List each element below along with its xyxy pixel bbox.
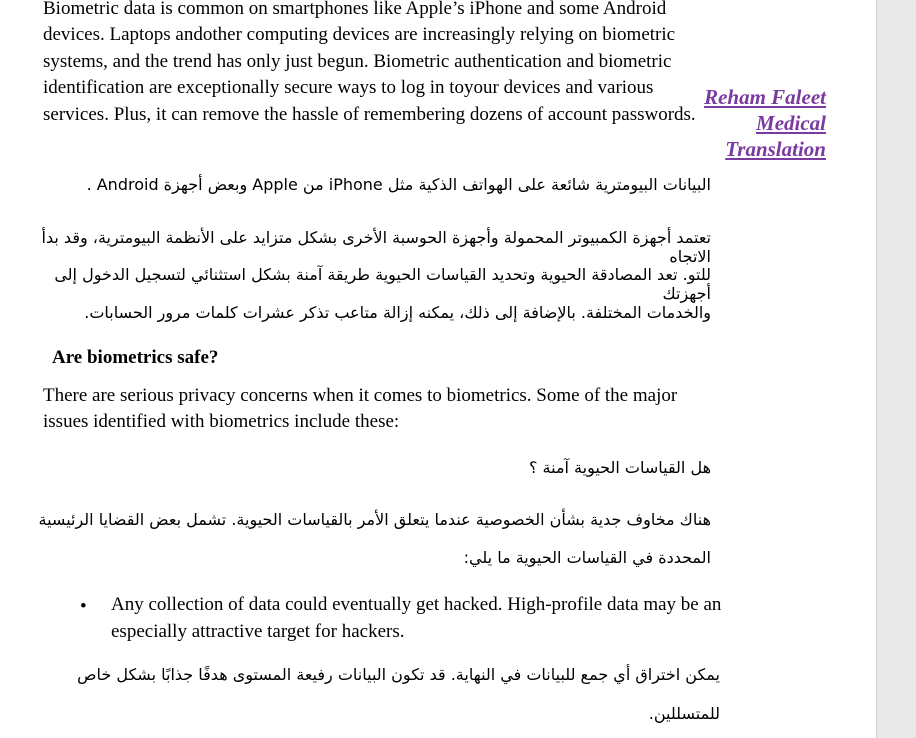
arabic-paragraph-2-line-1: تعتمد أجهزة الكمبيوتر المحمولة وأجهزة الحوسبة الأخرى بشكل متزايد على الأنظمة البيومترية، وقد بدأ الاتجاه [41, 228, 711, 266]
signature-line-2: Medical [756, 111, 826, 135]
arabic-paragraph-2-line-3: والخدمات المختلفة. بالإضافة إلى ذلك، يمكنه إزالة متاعب تذكر عشرات كلمات مرور الحسابات. [84, 303, 711, 322]
arabic-bullet-1-line-2: للمتسللين. [648, 704, 720, 723]
arabic-paragraph-1: البيانات البيومترية شائعة على الهواتف الذكية مثل iPhone من Apple وبعض أجهزة Android . [86, 175, 711, 194]
window-side-gutter [876, 0, 916, 738]
arabic-bullet-1-line-1: يمكن اختراق أي جمع للبيانات في النهاية. قد تكون البيانات رفيعة المستوى هدفًا جذابًا بشكل خاص [77, 665, 720, 684]
arabic-paragraph-3-line-2: المحددة في القياسات الحيوية ما يلي: [463, 548, 711, 567]
english-bullet-1: Any collection of data could eventually get hacked. High-profile data may be an especially attractive target for hackers. [111, 594, 722, 642]
bullet-point-icon: • [80, 596, 87, 617]
signature-line-1: Reham Faleet [704, 85, 826, 109]
signature-line-3: Translation [725, 137, 826, 161]
translator-signature [656, 84, 826, 162]
section-heading: Are biometrics safe? [52, 347, 219, 368]
arabic-paragraph-3-line-1: هناك مخاوف جدية بشأن الخصوصية عندما يتعلق الأمر بالقياسات الحيوية. تشمل بعض القضايا الرئيسية [38, 510, 711, 529]
arabic-heading: هل القياسات الحيوية آمنة ؟ [528, 458, 711, 477]
arabic-paragraph-2-line-2: للتو. تعد المصادقة الحيوية وتحديد القياسات الحيوية طريقة آمنة بشكل استثنائي لتسجيل الدخول إلى أجهزتك [54, 265, 711, 303]
english-paragraph-2: There are serious privacy concerns when it comes to biometrics. Some of the major issues identified with biometrics include these: [43, 385, 678, 433]
english-paragraph-1: Biometric data is common on smartphones like Apple’s iPhone and some Android devices. Laptops andother computing devices are increasingly relying on biometric systems, and the trend has only just begun. Biometric authentication and biometric identification are exceptionally secure ways to log in toyour devices and various services. Plus, it can remove the hassle of remembering dozens of account passwords. [43, 0, 696, 125]
